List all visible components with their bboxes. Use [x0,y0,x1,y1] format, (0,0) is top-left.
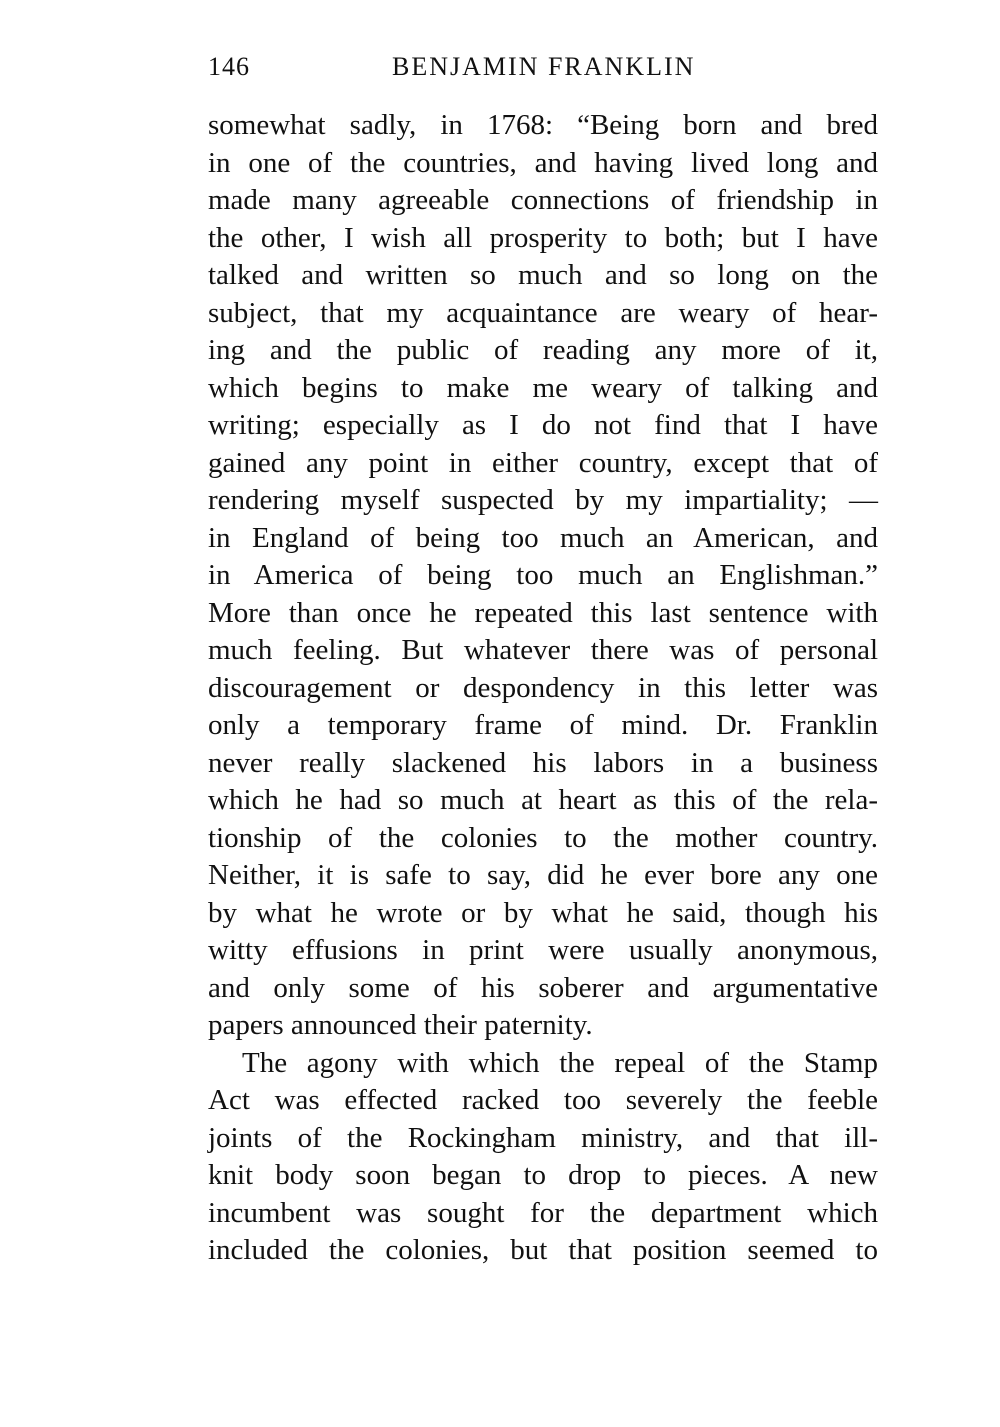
running-head: BENJAMIN FRANKLIN [392,52,696,81]
text-line: in one of the countries, and having lived long and [208,146,878,179]
body-text [208,107,878,1270]
text-line: much feeling. But whatever there was of personal [208,634,878,666]
text-line: Act was effected racked too severely the feeble [208,1084,878,1116]
text-line: the other, I wish all prosperity to both; but I have [208,221,878,254]
text-line: only a temporary frame of mind. Dr. Franklin [208,709,878,741]
text-line: gained any point in either country, except that of [208,446,878,479]
text-line: never really slackened his labors in a business [208,746,878,779]
text-line: made many agreeable connections of friendship in [208,184,878,216]
text-line: in America of being too much an Englishman.” [208,559,878,591]
text-line: and only some of his soberer and argumentative [208,971,878,1004]
text-line: included the colonies, but that position seemed to [208,1234,878,1266]
page-number: 146 [208,52,250,81]
text-line: papers announced their paternity. [208,1009,593,1041]
text-line: joints of the Rockingham ministry, and that ill- [208,1121,878,1154]
text-line: talked and written so much and so long on the [208,259,878,291]
page-header [208,52,878,88]
text-line: The agony with which the repeal of the Stamp [242,1046,878,1079]
text-line: which he had so much at heart as this of the rela- [208,784,878,816]
text-line: by what he wrote or by what he said, though his [208,896,878,929]
text-line: ing and the public of reading any more of it, [208,334,878,366]
text-line: witty effusions in print were usually anonymous, [208,934,878,966]
text-line: somewhat sadly, in 1768: “Being born and bred [208,109,878,141]
text-line: writing; especially as I do not find that I have [208,409,878,441]
text-line: More than once he repeated this last sentence with [208,596,878,629]
paragraph [208,107,878,1045]
text-line: rendering myself suspected by my impartiality; — [208,484,878,516]
text-line: subject, that my acquaintance are weary of hear- [208,296,878,329]
text-line: Neither, it is safe to say, did he ever bore any one [208,859,878,891]
text-line: knit body soon began to drop to pieces. A new [208,1159,878,1191]
text-line: incumbent was sought for the department which [208,1196,878,1229]
text-line: tionship of the colonies to the mother country. [208,821,878,854]
paragraph [208,1045,878,1270]
text-line: in England of being too much an American, and [208,521,878,554]
text-line: which begins to make me weary of talking and [208,371,878,404]
text-line: discouragement or despondency in this letter was [208,671,878,704]
